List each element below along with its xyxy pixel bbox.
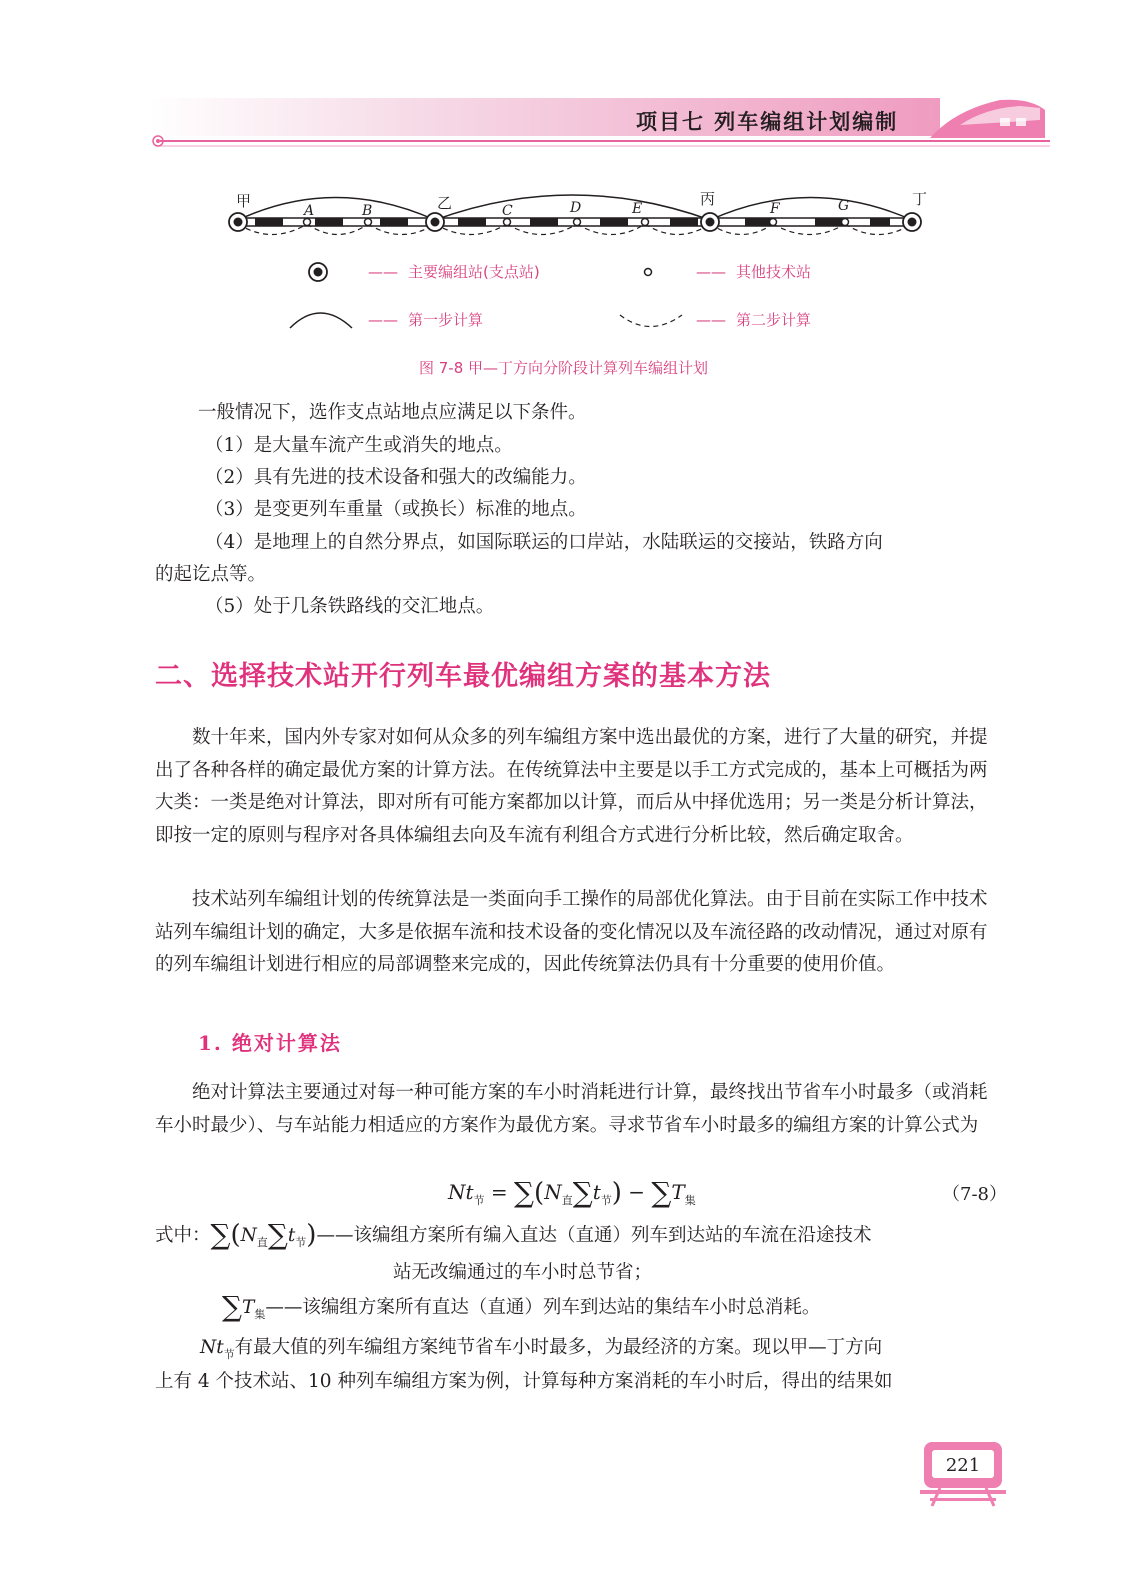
label-bing: 丙 bbox=[700, 190, 716, 208]
where-def-1: 式中：$\sum(N_直\sum t_节)——$该编组方案所有编入直达（直通）列车到达站的车流在沿途技术 bbox=[155, 1218, 872, 1251]
route-diagram bbox=[200, 180, 928, 380]
label-C: C bbox=[502, 203, 513, 219]
main-station-yi bbox=[426, 213, 444, 231]
list-item: （3）是变更列车重量（或换长）标准的地点。 bbox=[205, 499, 587, 520]
list-item: （1）是大量车流产生或消失的地点。 bbox=[205, 435, 513, 456]
section-title: 二、选择技术站开行列车最优编组方案的基本方法 bbox=[155, 661, 771, 692]
label-jia: 甲 bbox=[236, 192, 252, 210]
paragraph: 绝对计算法主要通过对每一种可能方案的车小时消耗进行计算，最终找出节省车小时最多（或消耗车小时最少）、与车站能力相适应的方案作为最优方案。寻求节省车小时最多的编组方案的计算公式为 bbox=[155, 1082, 988, 1136]
legend-other-station-symbol bbox=[645, 269, 652, 276]
label-E: E bbox=[632, 201, 643, 217]
list-item: （5）处于几条铁路线的交汇地点。 bbox=[205, 596, 495, 617]
list-item: （4）是地理上的自然分界点，如国际联运的口岸站，水陆联运的交接站，铁路方向 bbox=[205, 532, 883, 553]
intro-text: 一般情况下，选作支点站地点应满足以下条件。 bbox=[198, 402, 587, 423]
paragraph: 技术站列车编组计划的传统算法是一类面向手工操作的局部优化算法。由于目前在实际工作中技术站列车编组计划的确定，大多是依据车流和技术设备的变化情况以及车流径路的改动情况，通过对原有的列车编组计划进行相应的局部调整来完成的，因此传统算法仍具有十分重要的使用价值。 bbox=[155, 889, 988, 975]
main-station-bing bbox=[701, 213, 719, 231]
legend-main-station: 主要编组站(支点站) bbox=[408, 263, 540, 281]
where-def-2: $\sum T_集——$该编组方案所有直达（直通）列车到达站的集结车小时总消耗。 bbox=[222, 1290, 821, 1323]
formula-7-8: $Nt_节 = \sum(N_直\sum t_节) - \sum T_集$ bbox=[448, 1176, 696, 1209]
paragraph: 数十年来，国内外专家对如何从众多的列车编组方案中选出最优的方案，进行了大量的研究，并提出了各种各样的确定最优方案的计算方法。在传统算法中主要是以手工方式完成的，基本上可概括为两大类：一类是绝对计算法，即对所有可能方案都加以计算，而后从中择优选用；另一类是分析计算法，即按一定的原则与程序对各具体编组去向及车流有利组合方式进行分析比较，然后确定取舍。 bbox=[155, 727, 988, 846]
legend-dash-2: —— bbox=[696, 263, 726, 281]
closing-line-1: $Nt_节$有最大值的列车编组方案纯节省车小时最多，为最经济的方案。现以甲—丁方向 bbox=[200, 1337, 883, 1361]
figure-caption: 图 7-8 甲—丁方向分阶段计算列车编组计划 bbox=[418, 359, 709, 377]
subsection-title: 1. 绝对计算法 bbox=[198, 1031, 342, 1055]
page-header bbox=[0, 0, 1127, 180]
legend-step1: 第一步计算 bbox=[408, 311, 484, 329]
legend-step1-symbol bbox=[290, 313, 352, 328]
list-item: 的起讫点等。 bbox=[155, 564, 267, 585]
legend-step2-symbol bbox=[620, 315, 682, 327]
label-A: A bbox=[304, 203, 315, 219]
label-yi: 乙 bbox=[437, 194, 453, 212]
legend-dash-3: —— bbox=[368, 311, 398, 329]
label-G: G bbox=[838, 198, 850, 214]
legend-main-station-symbol bbox=[309, 263, 327, 281]
where-def-1-cont: 站无改编通过的车小时总节省； bbox=[393, 1262, 653, 1283]
header-decoration bbox=[0, 0, 1127, 180]
legend-dash-1: —— bbox=[368, 263, 398, 281]
header-title: 项目七 列车编组计划编制 bbox=[636, 110, 899, 134]
label-D: D bbox=[570, 200, 582, 216]
list-item: （2）具有先进的技术设备和强大的改编能力。 bbox=[205, 467, 587, 488]
main-station-ding bbox=[903, 213, 921, 231]
figure-7-8 bbox=[200, 180, 928, 380]
legend-step2: 第二步计算 bbox=[736, 311, 812, 329]
main-station-jia bbox=[229, 213, 247, 231]
label-B: B bbox=[362, 203, 373, 219]
page-number: 221 bbox=[945, 1455, 981, 1476]
formula-number: （7-8） bbox=[942, 1184, 1007, 1205]
legend-other-station: 其他技术站 bbox=[736, 263, 812, 281]
label-ding: 丁 bbox=[912, 190, 928, 208]
legend-dash-4: —— bbox=[696, 311, 726, 329]
closing-line-2: 上有 4 个技术站、10 种列车编组方案为例，计算每种方案消耗的车小时后，得出的结果如 bbox=[155, 1371, 893, 1392]
label-F: F bbox=[770, 201, 780, 217]
